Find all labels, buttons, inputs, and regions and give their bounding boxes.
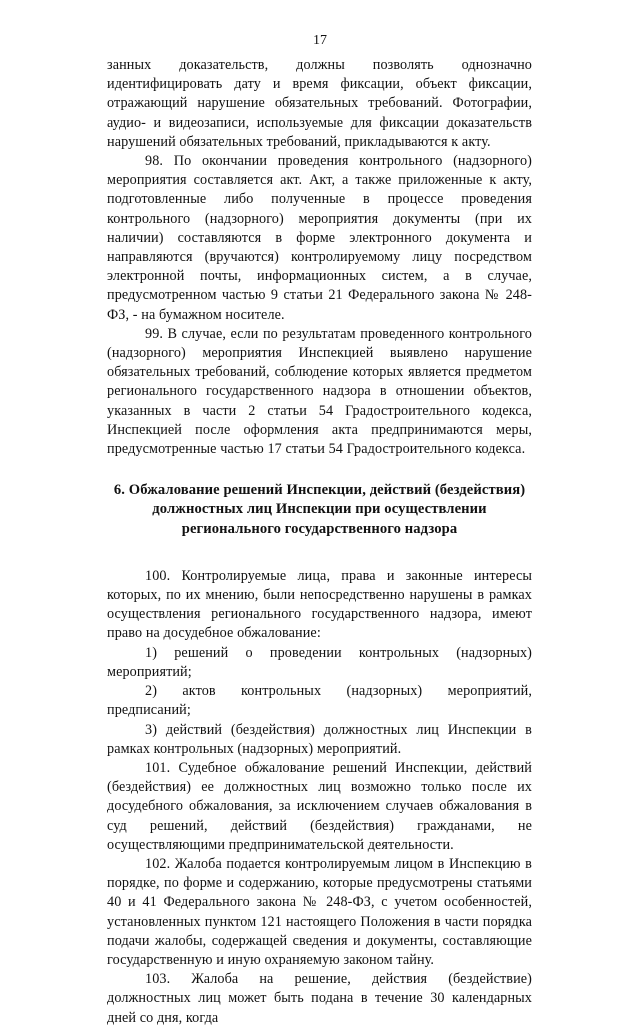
paragraph-100: 100. Контролируемые лица, права и законные интересы которых, по их мнению, были непосредственно нарушены в рамках осуществления регионального государственного надзора, имеют право на досудебное обжалование:: [107, 567, 532, 642]
paragraph-continuation: занных доказательств, должны позволять однозначно идентифицировать дату и время фиксации, объект фиксации, отражающий нарушение обязательных требований. Фотографии, аудио- и видеозаписи, используемые для фиксации доказательств нарушений обязательных требований, прикладываются к акту.: [107, 57, 532, 150]
list-item-3: 3) действий (бездействия) должностных лиц Инспекции в рамках контрольных (надзорных) мероприятий.: [107, 721, 532, 757]
list-item-2: 2) актов контрольных (надзорных) мероприятий, предписаний;: [107, 683, 532, 719]
page-number: 17: [313, 33, 327, 48]
paragraph-103: 103. Жалоба на решение, действия (бездействие) должностных лиц может быть подана в течение 30 календарных дней со дня, когда: [107, 971, 532, 1026]
section-heading: 6. Обжалование решений Инспекции, действий (бездействия) должностных лиц Инспекции при осуществлении регионального государственного надзора: [113, 482, 526, 537]
list-item-1: 1) решений о проведении контрольных (надзорных) мероприятий;: [107, 644, 532, 680]
paragraph-102: 102. Жалоба подается контролируемым лицом в Инспекцию в порядке, по форме и содержанию, которые предусмотрены статьями 40 и 41 Федерального закона № 248-ФЗ, с учетом особенностей, установленных пунктом 121 настоящего Положения в части порядка подачи жалобы, содержащей сведения и документы, составляющие государственную и иную охраняемую законом тайну.: [107, 855, 532, 968]
document-body: [107, 56, 532, 1028]
paragraph-98: 98. По окончании проведения контрольного (надзорного) мероприятия составляется акт. Акт, а также приложенные к акту, подготовленные либо полученные в процессе проведения контрольного (надзорного) мероприятия документы (при их наличии) составляются в форме электронного документа и направляются (вручаются) контролируемому лицу посредством электронной почты, информационных систем, а в случае, предусмотренном частью 9 статьи 21 Федерального закона № 248-ФЗ, - на бумажном носителе.: [107, 153, 532, 323]
paragraph-101: 101. Судебное обжалование решений Инспекции, действий (бездействия) ее должностных лиц возможно только после их досудебного обжалования, за исключением случаев обжалования в суд решений, действий (бездействия) гражданами, не осуществляющими предпринимательской деятельности.: [107, 759, 532, 853]
paragraph-99: 99. В случае, если по результатам проведенного контрольного (надзорного) мероприятия Инспекцией выявлено нарушение обязательных требований, соблюдение которых является предметом регионального государственного надзора в отношении объектов, указанных в части 2 статьи 54 Градостроительного кодекса, Инспекцией после оформления акта предпринимаются меры, предусмотренные частью 17 статьи 54 Градостроительного кодекса.: [107, 325, 532, 458]
